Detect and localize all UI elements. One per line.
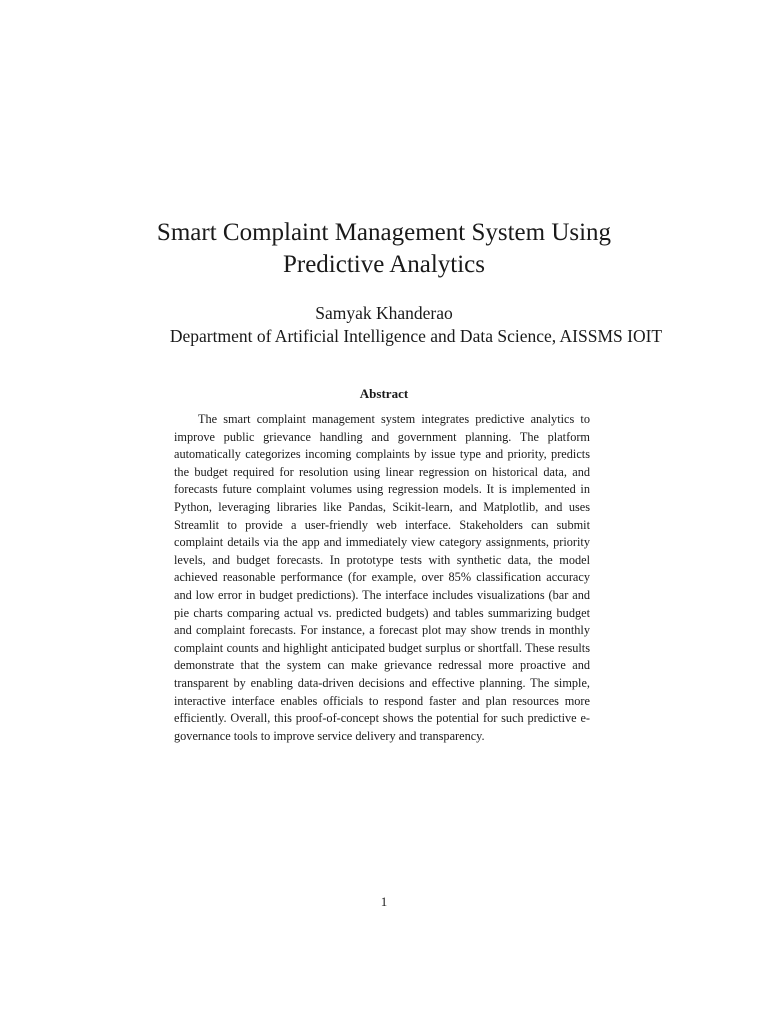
paper-title-line-1: Smart Complaint Management System Using (156, 219, 612, 246)
paper-title-line-2: Predictive Analytics (282, 251, 486, 278)
author-affiliation: Department of Artificial Intelligence and Data Science, AISSMS IOIT (169, 326, 663, 346)
abstract-heading: Abstract (359, 386, 409, 401)
page-number: 1 (380, 894, 388, 909)
author-name: Samyak Khanderao (315, 303, 453, 323)
abstract-body: The smart complaint management system integrates predictive analytics to improve public grievance handling and government planning. The platform automatically categorizes incoming complaints by issue type and priority, predicts the budget required for resolution using linear regression on historical data, and forecasts future complaint volumes using regression models. It is implemented in Python, leveraging libraries like Pandas, Scikit-learn, and Matplotlib, and uses Streamlit to provide a user-friendly web interface. Stakeholders can submit complaint details via the app and immediately view category assignments, priority levels, and budget forecasts. In prototype tests with synthetic data, the model achieved reasonable performance (for example, over 85% classification accuracy and low error in budget predictions). The interface includes visualizations (bar and pie charts comparing actual vs. predicted budgets) and tables summarizing budget and complaint forecasts. For instance, a forecast plot may show trends in monthly complaint counts and highlight anticipated budget surplus or shortfall. These results demonstrate that the system can make grievance redressal more proactive and transparent by enabling data-driven decisions and effective planning. The simple, interactive interface enables officials to respond faster and plan resources more efficiently. Overall, this proof-of-concept shows the potential for such predictive e-governance tools to improve service delivery and transparency. (174, 412, 590, 743)
paper-title (0, 217, 768, 281)
